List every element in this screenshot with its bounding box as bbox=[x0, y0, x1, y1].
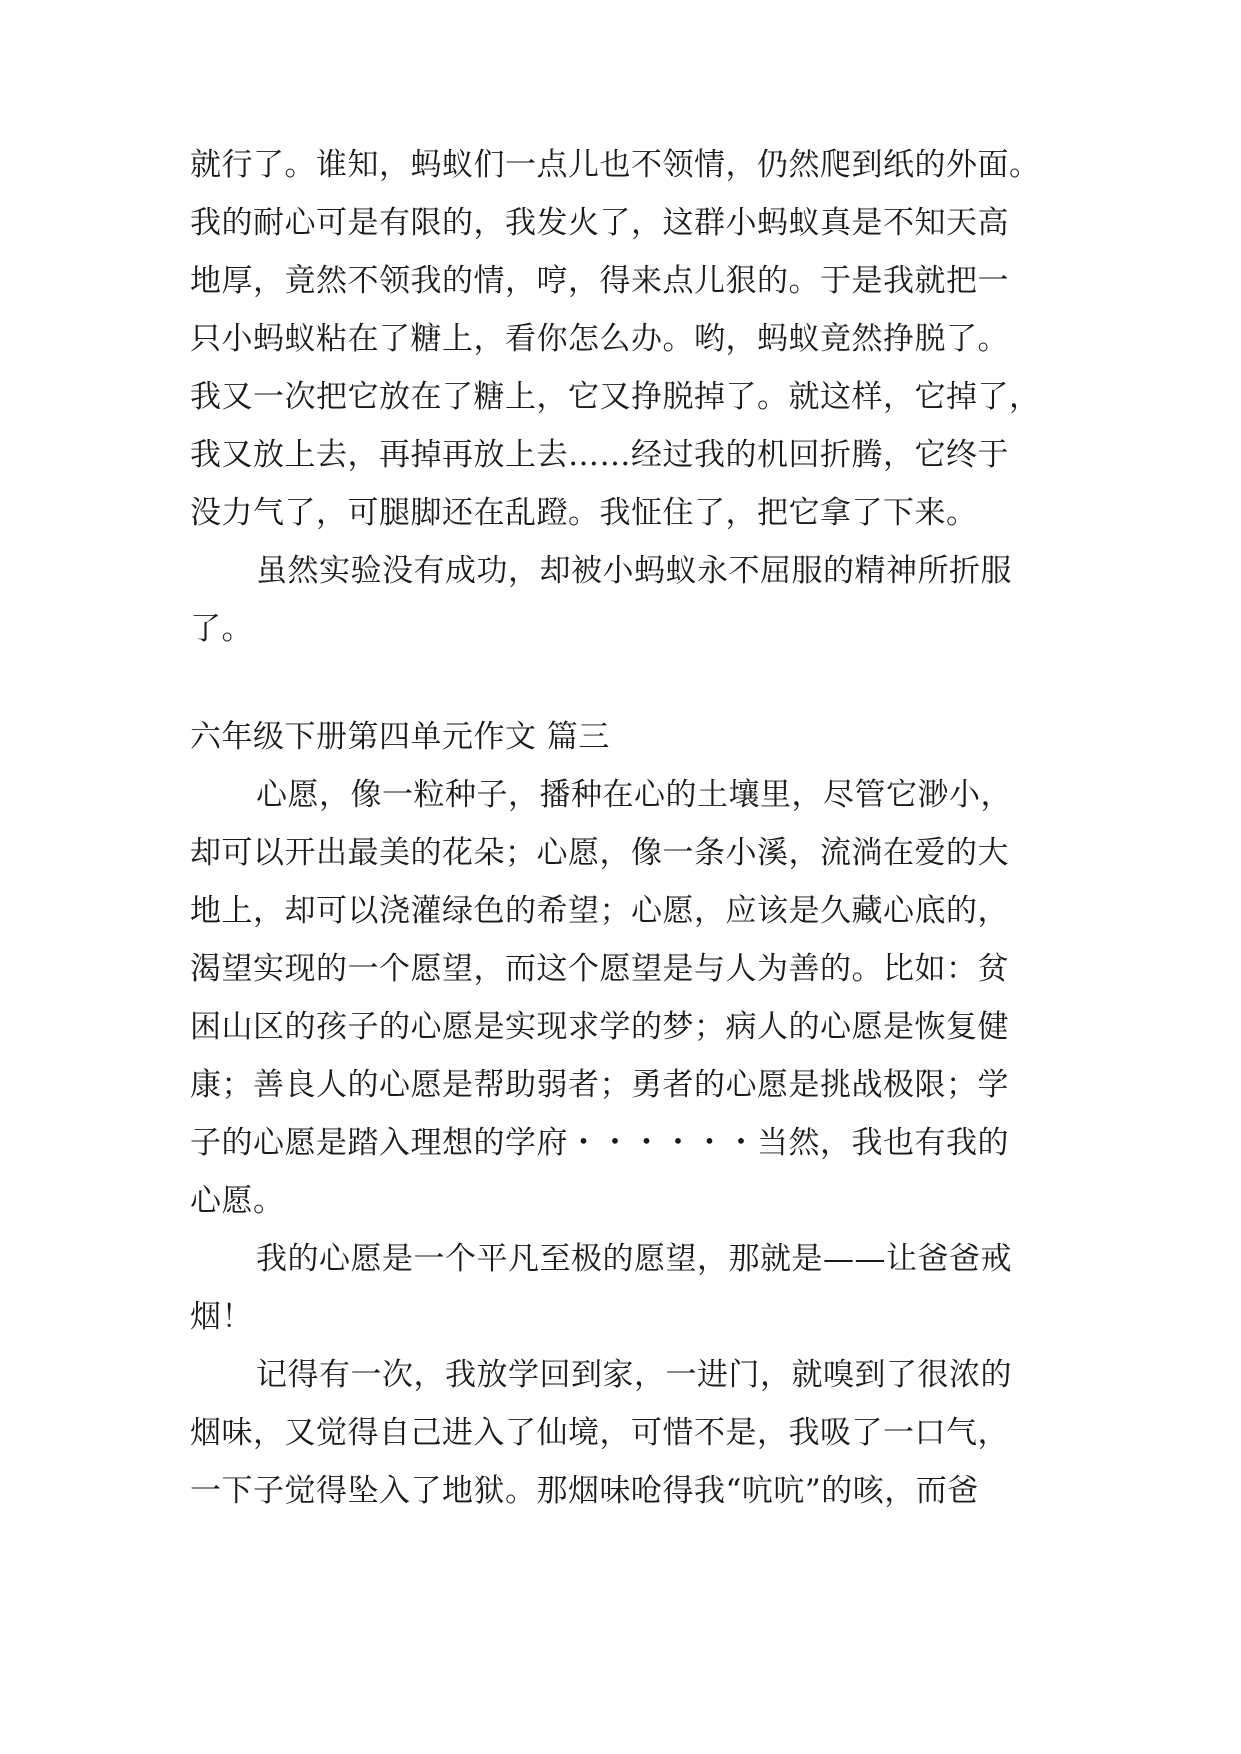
section-heading: 六年级下册第四单元作文 篇三 bbox=[190, 719, 610, 755]
text-line: 一下子觉得坠入了地狱。那烟味呛得我“吭吭”的咳，而爸 bbox=[190, 1473, 979, 1509]
text-line: 心愿。 bbox=[190, 1183, 285, 1219]
text-line: 烟味，又觉得自己进入了仙境，可惜不是，我吸了一口气， bbox=[190, 1415, 1009, 1451]
paragraph-start-line: 虽然实验没有成功，却被小蚂蚁永不屈服的精神所折服 bbox=[256, 553, 1012, 589]
text-line: 却可以开出最美的花朵；心愿，像一条小溪，流淌在爱的大 bbox=[190, 835, 1009, 871]
text-line: 我又放上去，再掉再放上去……经过我的机回折腾，它终于 bbox=[190, 437, 1009, 473]
text-line: 渴望实现的一个愿望，而这个愿望是与人为善的。比如：贫 bbox=[190, 951, 1009, 987]
text-line: 康；善良人的心愿是帮助弱者；勇者的心愿是挑战极限；学 bbox=[190, 1067, 1009, 1103]
text-line: 就行了。谁知，蚂蚁们一点儿也不领情，仍然爬到纸的外面。 bbox=[190, 147, 1041, 183]
text-line: 地厚，竟然不领我的情，哼，得来点儿狠的。于是我就把一 bbox=[190, 263, 1009, 299]
paragraph-start-line: 我的心愿是一个平凡至极的愿望，那就是——让爸爸戒 bbox=[256, 1241, 1012, 1277]
text-line: 我又一次把它放在了糖上，它又挣脱掉了。就这样，它掉了， bbox=[190, 379, 1041, 415]
text-line: 子的心愿是踏入理想的学府・・・・・・当然，我也有我的 bbox=[190, 1125, 1009, 1161]
paragraph-start-line: 记得有一次，我放学回到家，一进门，就嗅到了很浓的 bbox=[256, 1357, 1012, 1393]
text-line: 只小蚂蚁粘在了糖上，看你怎么办。哟，蚂蚁竟然挣脱了。 bbox=[190, 321, 1009, 357]
text-line: 没力气了，可腿脚还在乱蹬。我怔住了，把它拿了下来。 bbox=[190, 495, 978, 531]
text-line: 困山区的孩子的心愿是实现求学的梦；病人的心愿是恢复健 bbox=[190, 1009, 1009, 1045]
text-line: 烟！ bbox=[190, 1299, 253, 1335]
text-line: 地上，却可以浇灌绿色的希望；心愿，应该是久藏心底的， bbox=[190, 893, 1009, 929]
text-line: 我的耐心可是有限的，我发火了，这群小蚂蚁真是不知天高 bbox=[190, 205, 1009, 241]
paragraph-start-line: 心愿，像一粒种子，播种在心的土壤里，尽管它渺小， bbox=[256, 777, 1012, 813]
text-line: 了。 bbox=[190, 611, 253, 647]
